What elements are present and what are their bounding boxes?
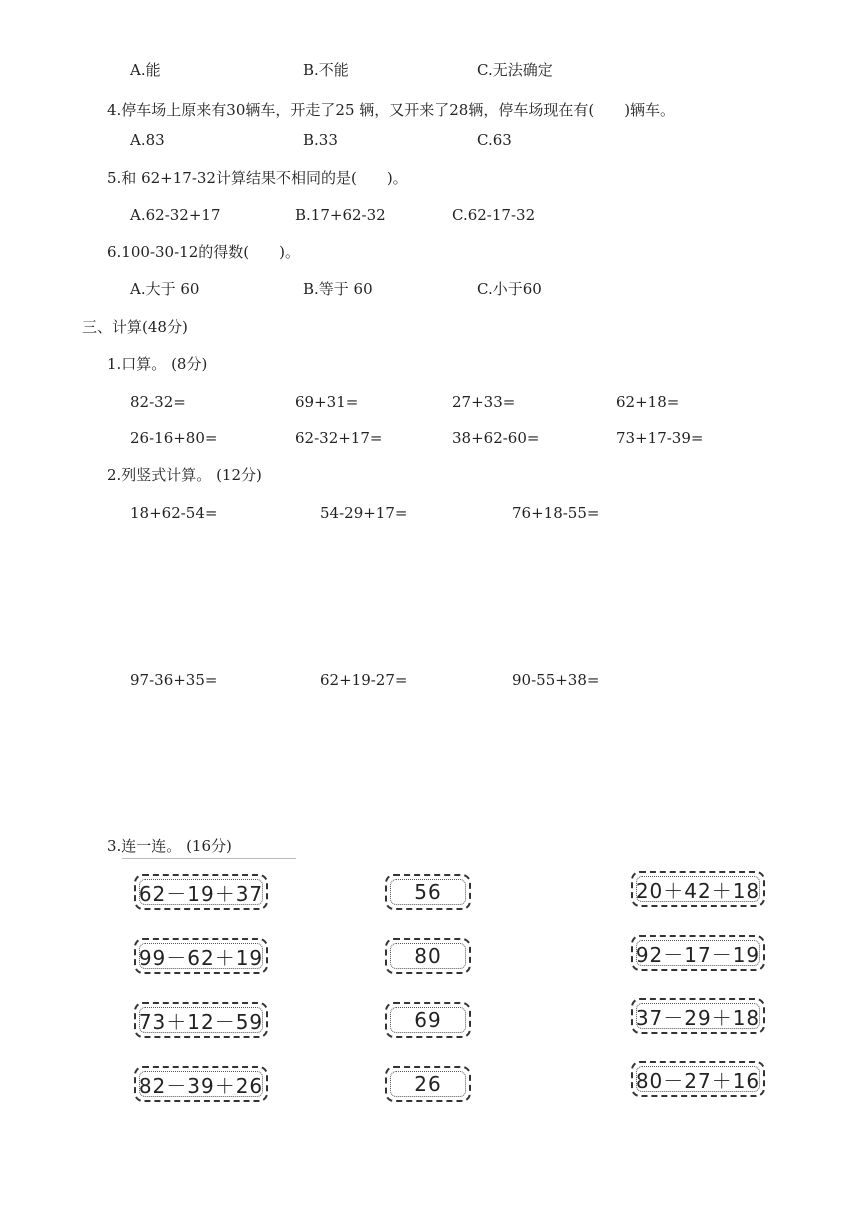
q5-text: 5.和 62+17-32计算结果不相同的是( )。 bbox=[107, 169, 408, 187]
match-middle-label: 80 bbox=[414, 944, 442, 968]
match-middle-box[interactable] bbox=[385, 938, 471, 974]
vertical-problem: 76+18-55= bbox=[512, 504, 600, 522]
match-right-label: 92－17－19 bbox=[635, 942, 761, 967]
oral-problem: 82-32= bbox=[130, 393, 186, 411]
match-left-label: 82－39＋26 bbox=[138, 1073, 264, 1098]
match-middle-box[interactable] bbox=[385, 1002, 471, 1038]
oral-problem: 62+18= bbox=[616, 393, 680, 411]
match-right-label: 20＋42＋18 bbox=[635, 878, 761, 903]
vertical-problem: 54-29+17= bbox=[320, 504, 408, 522]
q4-option-b: B.33 bbox=[303, 131, 338, 149]
vertical-calc-title: 2.列竖式计算。 (12分) bbox=[107, 466, 262, 484]
q5-option-b: B.17+62-32 bbox=[295, 206, 386, 224]
q4-option-a: A.83 bbox=[130, 131, 165, 149]
match-left-label: 99－62＋19 bbox=[138, 945, 264, 970]
q6-text: 6.100-30-12的得数( )。 bbox=[107, 243, 300, 261]
match-left-box[interactable] bbox=[134, 938, 268, 974]
match-middle-box[interactable] bbox=[385, 1066, 471, 1102]
oral-problem: 38+62-60= bbox=[452, 429, 540, 447]
match-middle-label: 26 bbox=[414, 1072, 442, 1096]
match-right-label: 80－27＋16 bbox=[635, 1068, 761, 1093]
q4-text: 4.停车场上原来有30辆车，开走了25 辆，又开来了28辆，停车场现在有( )辆车。 bbox=[107, 101, 676, 119]
match-right-box[interactable] bbox=[631, 1061, 765, 1097]
match-left-label: 73＋12－59 bbox=[138, 1009, 264, 1034]
q4-option-c: C.63 bbox=[477, 131, 512, 149]
match-left-box[interactable] bbox=[134, 1002, 268, 1038]
match-left-box[interactable] bbox=[134, 874, 268, 910]
matching-title: 3.连一连。 (16分) bbox=[107, 837, 232, 855]
title-underline bbox=[122, 858, 296, 859]
oral-problem: 27+33= bbox=[452, 393, 516, 411]
match-middle-label: 69 bbox=[414, 1008, 442, 1032]
q5-option-a: A.62-32+17 bbox=[130, 206, 221, 224]
oral-problem: 73+17-39= bbox=[616, 429, 704, 447]
q6-option-c: C.小于60 bbox=[477, 280, 542, 298]
match-right-box[interactable] bbox=[631, 871, 765, 907]
q6-option-a: A.大于 60 bbox=[130, 280, 200, 298]
match-middle-box[interactable] bbox=[385, 874, 471, 910]
vertical-problem: 97-36+35= bbox=[130, 671, 218, 689]
q3-option-b: B.不能 bbox=[303, 61, 349, 79]
vertical-problem: 18+62-54= bbox=[130, 504, 218, 522]
vertical-problem: 62+19-27= bbox=[320, 671, 408, 689]
q3-option-c: C.无法确定 bbox=[477, 61, 553, 79]
match-right-box[interactable] bbox=[631, 935, 765, 971]
match-left-box[interactable] bbox=[134, 1066, 268, 1102]
oral-problem: 26-16+80= bbox=[130, 429, 218, 447]
oral-calc-title: 1.口算。 (8分) bbox=[107, 355, 208, 373]
section-3-title: 三、计算(48分) bbox=[82, 318, 188, 336]
q5-option-c: C.62-17-32 bbox=[452, 206, 536, 224]
oral-problem: 62-32+17= bbox=[295, 429, 383, 447]
vertical-problem: 90-55+38= bbox=[512, 671, 600, 689]
match-right-label: 37－29＋18 bbox=[635, 1005, 761, 1030]
q6-option-b: B.等于 60 bbox=[303, 280, 373, 298]
match-left-label: 62－19＋37 bbox=[138, 881, 264, 906]
q3-option-a: A.能 bbox=[130, 61, 161, 79]
oral-problem: 69+31= bbox=[295, 393, 359, 411]
match-middle-label: 56 bbox=[414, 880, 442, 904]
match-right-box[interactable] bbox=[631, 998, 765, 1034]
